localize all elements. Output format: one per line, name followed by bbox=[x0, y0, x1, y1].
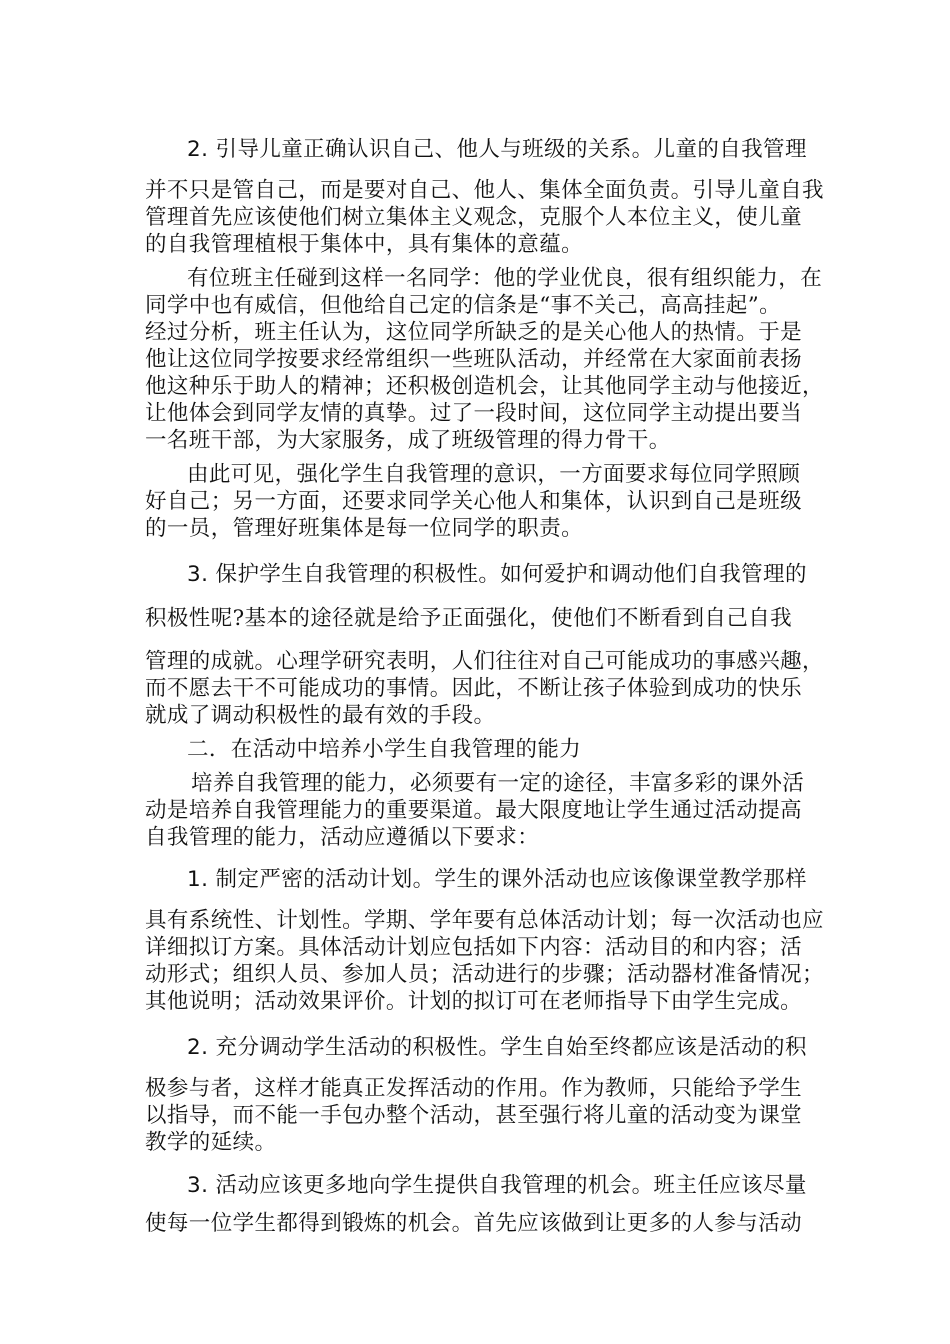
text-line: 由此可见，强化学生自我管理的意识，一方面要求每位同学照顾 bbox=[187, 462, 801, 487]
text-line: 1. 制定严密的活动计划。学生的课外活动也应该像课堂教学那样 bbox=[187, 867, 807, 892]
text-line: 极参与者，这样才能真正发挥活动的作用。作为教师，只能给予学生 bbox=[145, 1076, 803, 1101]
text-line: 3. 保护学生自我管理的积极性。如何爱护和调动他们自我管理的 bbox=[187, 562, 807, 587]
text-line: 让他体会到同学友情的真挚。过了一段时间，这位同学主动提出要当 bbox=[145, 401, 803, 426]
text-line: 使每一位学生都得到锻炼的机会。首先应该做到让更多的人参与活动 bbox=[145, 1211, 803, 1236]
text-line: 以指导，而不能一手包办整个活动，甚至强行将儿童的活动变为课堂 bbox=[145, 1103, 803, 1128]
text-line: 的一员，管理好班集体是每一位同学的职责。 bbox=[145, 516, 584, 541]
text-line: 教学的延续。 bbox=[145, 1130, 277, 1155]
text-line: 2. 引导儿童正确认识自己、他人与班级的关系。儿童的自我管理 bbox=[187, 137, 807, 162]
text-line: 有位班主任碰到这样一名同学：他的学业优良，很有组织能力，在 bbox=[187, 266, 823, 291]
text-line: 就成了调动积极性的最有效的手段。 bbox=[145, 703, 496, 728]
text-line: 同学中也有威信，但他给自己定的信条是“事不关己，高高挂起”。 bbox=[145, 293, 781, 318]
text-line: 管理首先应该使他们树立集体主义观念，克服个人本位主义，使儿童 bbox=[145, 205, 803, 230]
text-line: 其他说明；活动效果评价。计划的拟订可在老师指导下由学生完成。 bbox=[145, 989, 803, 1014]
text-line: 详细拟订方案。具体活动计划应包括如下内容：活动目的和内容；活 bbox=[145, 935, 803, 960]
text-line: 而不愿去干不可能成功的事情。因此，不断让孩子体验到成功的快乐 bbox=[145, 676, 803, 701]
text-line: 具有系统性、计划性。学期、学年要有总体活动计划；每一次活动也应 bbox=[145, 908, 824, 933]
text-line: 动是培养自我管理能力的重要渠道。最大限度地让学生通过活动提高 bbox=[145, 798, 803, 823]
text-line: 积极性呢?基本的途径就是给予正面强化，使他们不断看到自己自我 bbox=[145, 606, 793, 631]
text-line: 他让这位同学按要求经常组织一些班队活动，并经常在大家面前表扬 bbox=[145, 347, 803, 372]
text-line: 的自我管理植根于集体中，具有集体的意蕴。 bbox=[145, 232, 584, 257]
text-line: 好自己；另一方面，还要求同学关心他人和集体，认识到自己是班级 bbox=[145, 489, 803, 514]
text-line: 3. 活动应该更多地向学生提供自我管理的机会。班主任应该尽量 bbox=[187, 1173, 807, 1198]
text-line: 2. 充分调动学生活动的积极性。学生自始至终都应该是活动的积 bbox=[187, 1035, 807, 1060]
text-line: 一名班干部，为大家服务，成了班级管理的得力骨干。 bbox=[145, 428, 671, 453]
text-line: 动形式；组织人员、参加人员；活动进行的步骤；活动器材准备情况； bbox=[145, 962, 824, 987]
text-line: 培养自我管理的能力，必须要有一定的途径，丰富多彩的课外活 bbox=[191, 771, 805, 796]
text-line: 经过分析，班主任认为，这位同学所缺乏的是关心他人的热情。于是 bbox=[145, 320, 803, 345]
section-heading: 二．在活动中培养小学生自我管理的能力 bbox=[187, 737, 582, 762]
text-line: 管理的成就。心理学研究表明，人们往往对自己可能成功的事感兴趣， bbox=[145, 649, 824, 674]
text-line: 他这种乐于助人的精神；还积极创造机会，让其他同学主动与他接近， bbox=[145, 374, 824, 399]
text-line: 自我管理的能力，活动应遵循以下要求： bbox=[145, 825, 540, 850]
text-line: 并不只是管自己，而是要对自己、他人、集体全面负责。引导儿童自我 bbox=[145, 178, 824, 203]
